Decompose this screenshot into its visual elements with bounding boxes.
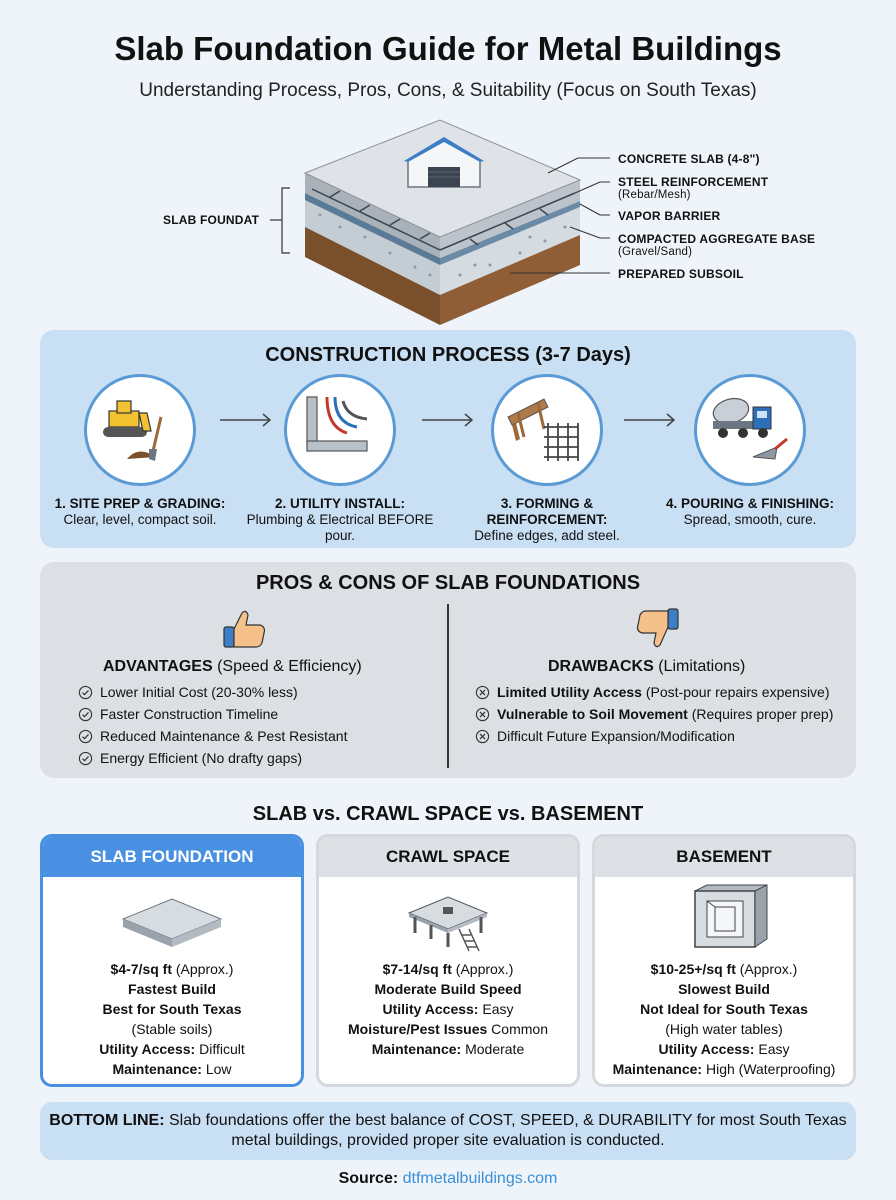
forms-rebar-icon (491, 374, 603, 486)
x-circle-icon (475, 729, 490, 744)
list-item: Limited Utility Access (Post-pour repairs expensive) (475, 681, 833, 703)
list-item: Energy Efficient (No drafty gaps) (78, 747, 347, 769)
card-title: BASEMENT (595, 837, 853, 877)
card-slab-foundation: SLAB FOUNDATION $4-7/sq ft (Approx.) Fastest Build Best for South Texas (Stable soils) Utility Access: Difficult Maintenance: Low (40, 834, 304, 1087)
check-circle-icon (78, 707, 93, 722)
source-link[interactable]: dtfmetalbuildings.com (402, 1170, 558, 1187)
basement-icon (595, 877, 853, 959)
step-2-desc: Plumbing & Electrical BEFORE pour. (246, 512, 434, 543)
list-item: Lower Initial Cost (20-30% less) (78, 681, 347, 703)
comparison-title: SLAB vs. CRAWL SPACE vs. BASEMENT (252, 803, 644, 825)
drawbacks-heading: DRAWBACKS (Limitations) (548, 658, 746, 675)
card-title: CRAWL SPACE (319, 837, 577, 877)
bottom-line-box: BOTTOM LINE: Slab foundations offer the best balance of COST, SPEED, & DURABILITY for most South Texas metal buildings, provided proper site evaluation is conducted. (40, 1102, 856, 1160)
check-circle-icon (78, 685, 93, 700)
concrete-truck-icon (694, 374, 806, 486)
x-circle-icon (475, 685, 490, 700)
card-crawl-space: CRAWL SPACE $7-14/sq ft (Approx.) Moderate Build Speed Utility Access: Easy Moisture/Pest Issues Common Maintenance: Moderate (316, 834, 580, 1087)
process-step-4 (650, 374, 850, 528)
process-step-2 (240, 374, 440, 544)
slab-foundation-label: SLAB FOUNDAT (163, 213, 260, 227)
slab-icon (43, 877, 301, 959)
layer-vapor-barrier: VAPOR BARRIER (618, 209, 721, 223)
layer-concrete-slab: CONCRETE SLAB (4-8") (618, 152, 760, 166)
step-1-title: 1. SITE PREP & GRADING: (54, 496, 226, 511)
pros-cons-divider (447, 604, 449, 768)
step-2-title: 2. UTILITY INSTALL: (275, 496, 405, 511)
check-circle-icon (78, 751, 93, 766)
list-item: Reduced Maintenance & Pest Resistant (78, 725, 347, 747)
layer-prepared-subsoil: PREPARED SUBSOIL (618, 267, 744, 281)
process-title: CONSTRUCTION PROCESS (3-7 Days) (265, 344, 631, 366)
layer-aggregate-base: COMPACTED AGGREGATE BASE (Gravel/Sand) (618, 232, 816, 258)
layer-steel-reinforcement: STEEL REINFORCEMENT (Rebar/Mesh) (618, 175, 769, 201)
list-item: Faster Construction Timeline (78, 703, 347, 725)
advantages-list (78, 681, 347, 769)
step-3-desc: Define edges, add steel. (474, 528, 620, 543)
step-4-title: 4. POURING & FINISHING: (665, 496, 834, 511)
thumbs-down-icon (632, 605, 682, 653)
step-4-desc: Spread, smooth, cure. (683, 512, 817, 527)
slab-cross-section-illustration (0, 115, 896, 325)
drawbacks-list (475, 681, 833, 747)
process-step-1 (40, 374, 240, 528)
crawl-space-icon (319, 877, 577, 959)
bulldozer-icon (84, 374, 196, 486)
thumbs-up-icon (220, 605, 270, 653)
list-item: Vulnerable to Soil Movement (Requires proper prep) (475, 703, 833, 725)
card-title: SLAB FOUNDATION (43, 837, 301, 877)
pros-cons-title: PROS & CONS OF SLAB FOUNDATIONS (255, 572, 641, 594)
check-circle-icon (78, 729, 93, 744)
x-circle-icon (475, 707, 490, 722)
list-item: Difficult Future Expansion/Modification (475, 725, 833, 747)
page-title: Slab Foundation Guide for Metal Buildings (114, 30, 782, 67)
source-line: Source: dtfmetalbuildings.com (338, 1170, 558, 1187)
card-basement: BASEMENT $10-25+/sq ft (Approx.) Slowest Build Not Ideal for South Texas (High water tables) Utility Access: Easy Maintenance: High (Waterproofing) (592, 834, 856, 1087)
page-subtitle: Understanding Process, Pros, Cons, & Suitability (Focus on South Texas) (139, 80, 757, 101)
advantages-heading: ADVANTAGES (Speed & Efficiency) (103, 658, 362, 675)
step-3-title: 3. FORMING & REINFORCEMENT: (486, 496, 608, 527)
step-1-desc: Clear, level, compact soil. (63, 512, 217, 527)
slab-layers-diagram (0, 115, 896, 325)
pipes-icon (284, 374, 396, 486)
process-step-3 (447, 374, 647, 544)
